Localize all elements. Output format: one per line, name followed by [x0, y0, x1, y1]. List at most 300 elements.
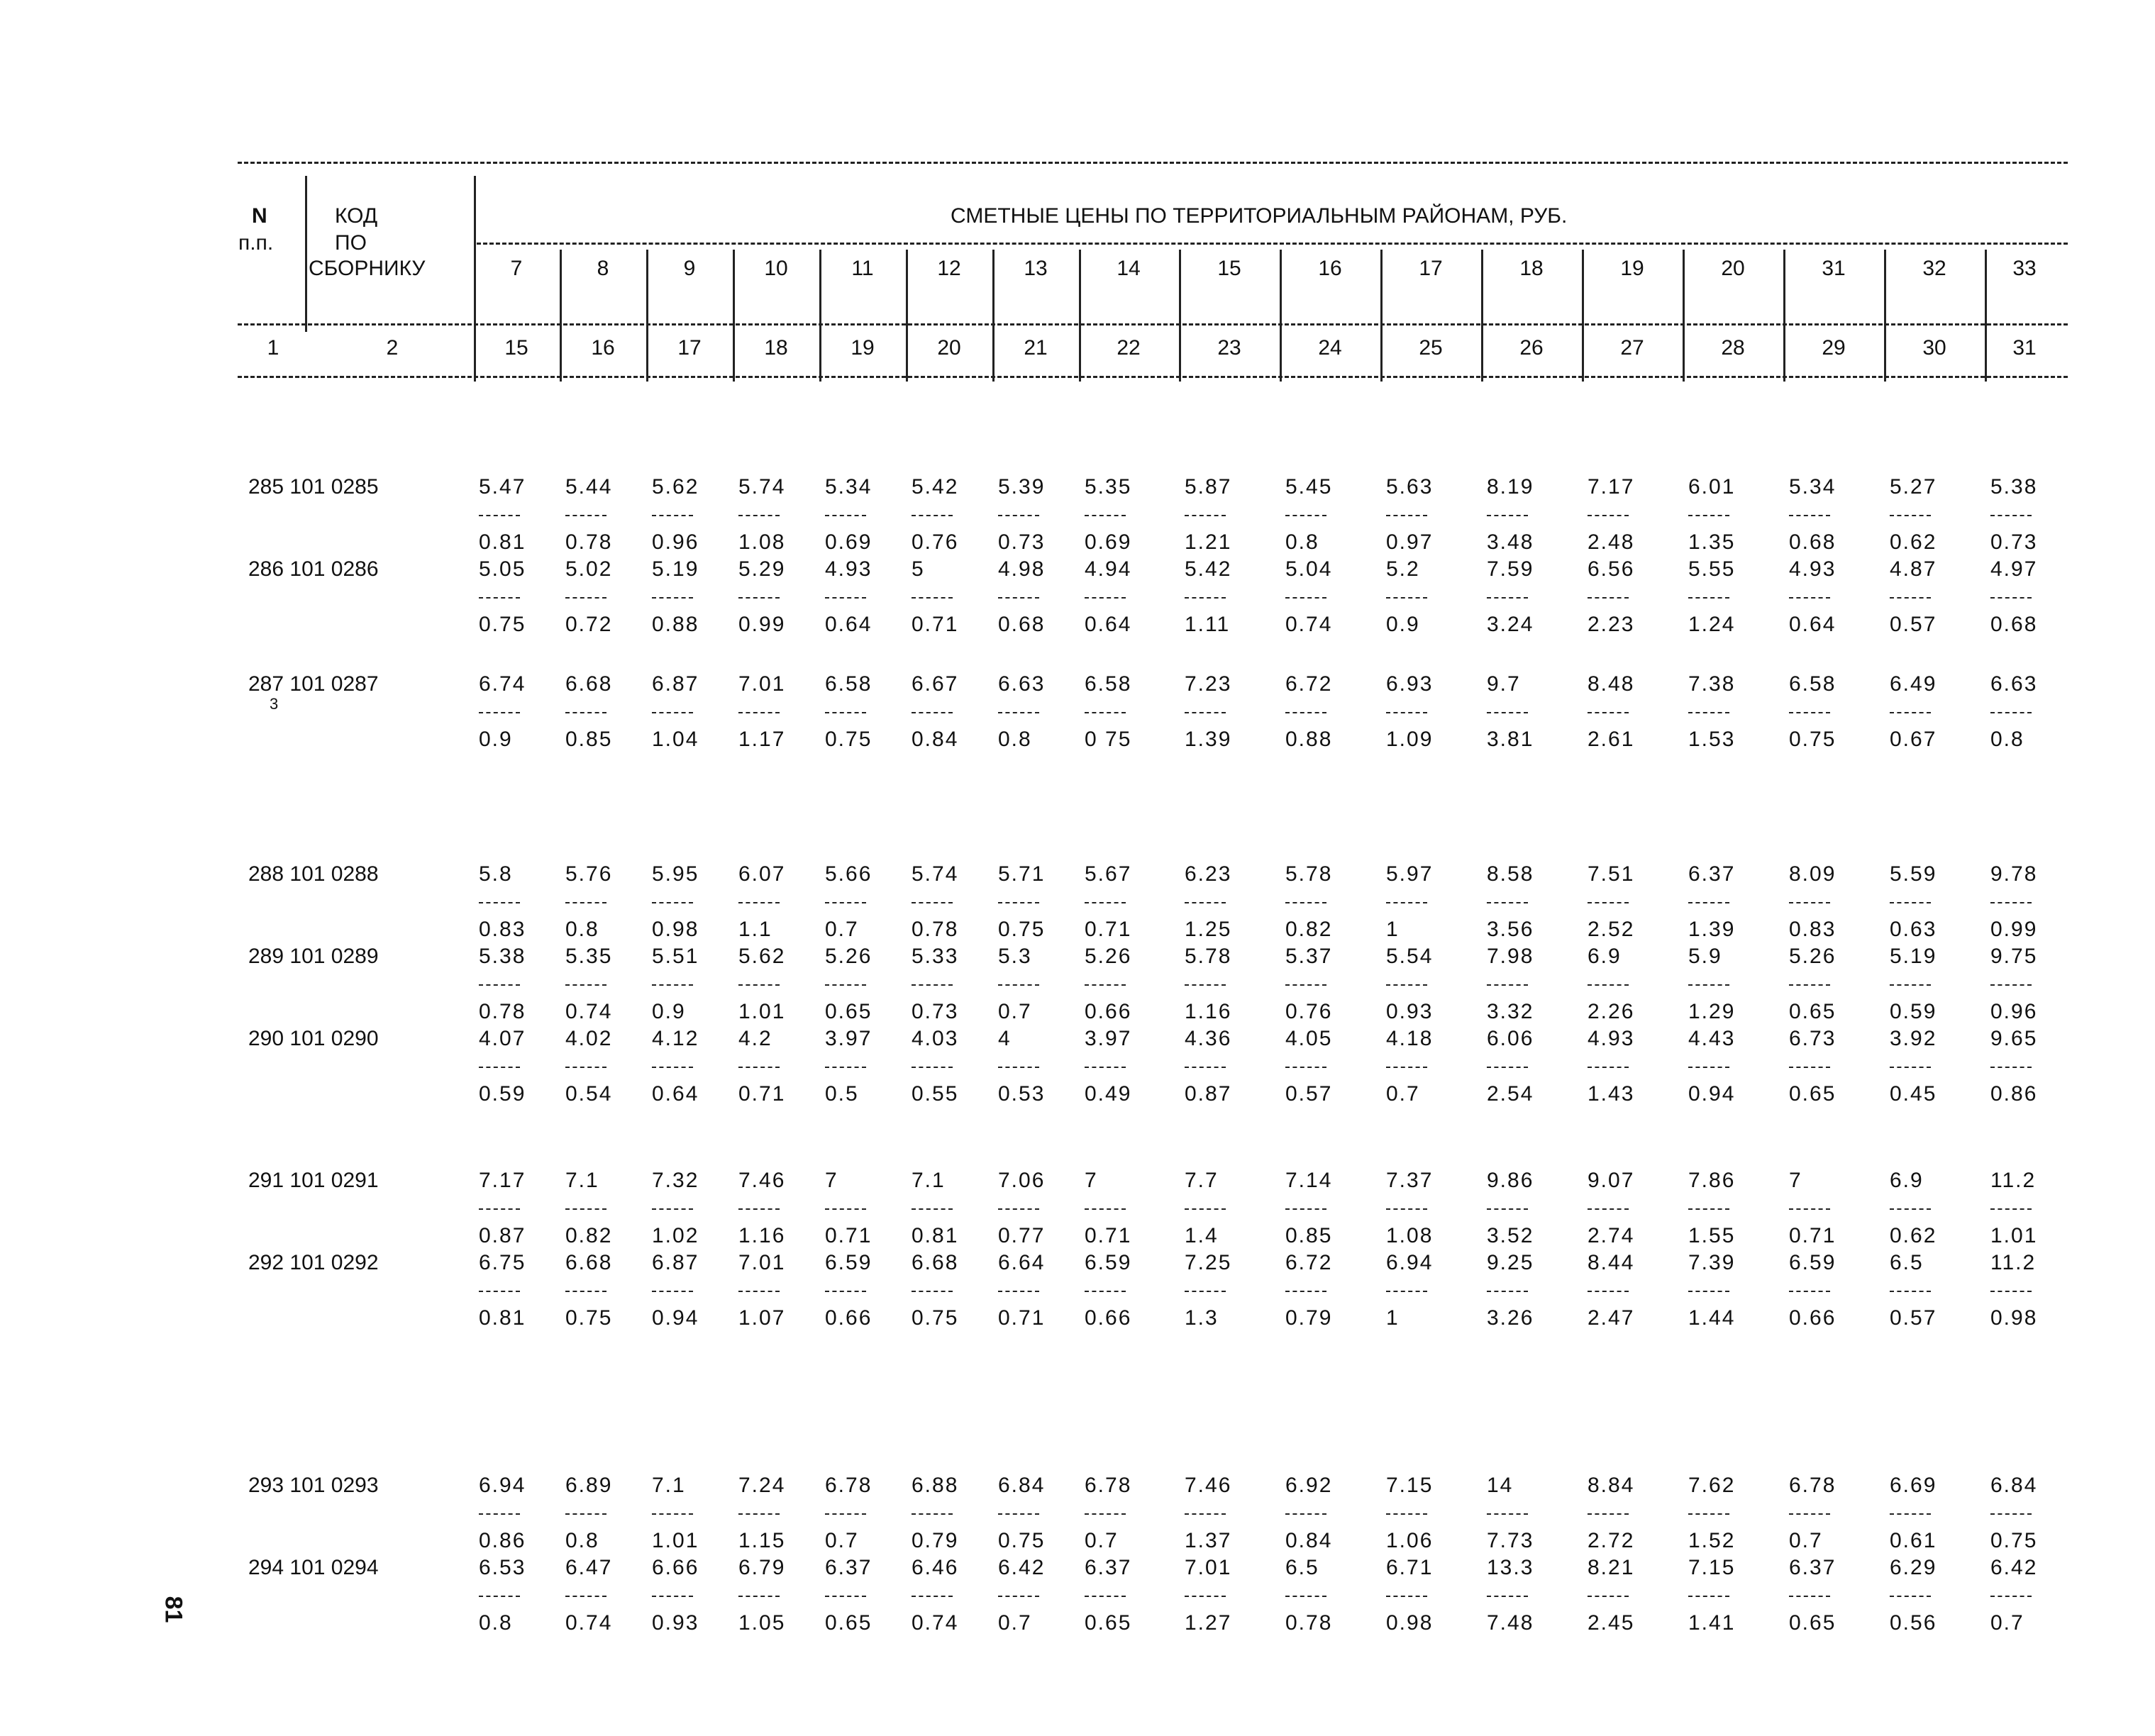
fraction-dash: [1890, 712, 1931, 713]
fraction-dash: [1688, 1291, 1729, 1292]
price-component: 0.74: [1285, 613, 1333, 636]
price-total: 6.59: [1085, 1251, 1132, 1274]
price-total: 7.98: [1487, 945, 1534, 968]
fraction-dash: [1386, 1208, 1427, 1210]
district-divider: [1582, 250, 1584, 382]
fraction-dash: [912, 984, 953, 986]
price-total: 7.1: [565, 1169, 599, 1192]
fraction-dash: [1990, 597, 2032, 599]
fraction-dash: [1386, 984, 1427, 986]
district-divider: [560, 250, 562, 382]
district-header-17: 17: [1419, 257, 1443, 280]
fraction-dash: [1990, 1208, 2032, 1210]
row-code: 285 101 0285: [248, 475, 379, 499]
price-component: 0.93: [652, 1611, 699, 1635]
fraction-dash: [652, 1596, 693, 1597]
price-component: 0.76: [1285, 1000, 1333, 1023]
fraction-dash: [565, 1513, 606, 1515]
fraction-dash: [825, 712, 866, 713]
price-component: 0.67: [1890, 728, 1937, 751]
price-total: 5.8: [479, 862, 513, 886]
price-total: 6.64: [998, 1251, 1046, 1274]
price-component: 0.5: [825, 1082, 859, 1106]
price-total: 5.74: [738, 475, 786, 499]
price-component: 1.01: [652, 1529, 699, 1552]
price-component: 1.43: [1588, 1082, 1635, 1106]
fraction-dash: [1890, 515, 1931, 516]
price-component: 0.8: [1990, 728, 2024, 751]
fraction-dash: [1487, 515, 1528, 516]
price-total: 7.1: [652, 1474, 686, 1497]
fraction-dash: [1688, 597, 1729, 599]
fraction-dash: [738, 1513, 780, 1515]
price-total: 4.94: [1085, 557, 1132, 581]
price-component: 0.73: [998, 530, 1046, 554]
price-component: 7.48: [1487, 1611, 1534, 1635]
fraction-dash: [1588, 712, 1629, 713]
price-component: 0.87: [1185, 1082, 1232, 1106]
price-component: 0.65: [1789, 1082, 1837, 1106]
price-total: 5.67: [1085, 862, 1132, 886]
district-header-9: 9: [683, 257, 696, 280]
fraction-dash: [738, 902, 780, 903]
fraction-dash: [998, 1208, 1039, 1210]
price-total: 6.87: [652, 672, 699, 696]
price-total: 7.15: [1386, 1474, 1434, 1497]
price-component: 0.61: [1890, 1529, 1937, 1552]
price-total: 6.93: [1386, 672, 1434, 696]
row-code: 290 101 0290: [248, 1027, 379, 1050]
district-divider: [819, 250, 821, 382]
fraction-dash: [1990, 712, 2032, 713]
fraction-dash: [1285, 1208, 1326, 1210]
column-number-22: 22: [1117, 336, 1141, 360]
price-total: 5.26: [1789, 945, 1837, 968]
price-component: 0.71: [1085, 1224, 1132, 1247]
fraction-dash: [1487, 1596, 1528, 1597]
fraction-dash: [652, 902, 693, 903]
price-total: 5.55: [1688, 557, 1736, 581]
price-component: 0.65: [825, 1000, 872, 1023]
price-total: 7.17: [1588, 475, 1635, 499]
fraction-dash: [1386, 1067, 1427, 1068]
price-total: 6.58: [1789, 672, 1837, 696]
price-component: 0.66: [1085, 1000, 1132, 1023]
price-total: 6.07: [738, 862, 786, 886]
price-component: 0.65: [1789, 1000, 1837, 1023]
price-total: 7.01: [1185, 1556, 1232, 1579]
price-component: 0.7: [1386, 1082, 1420, 1106]
fraction-dash: [998, 515, 1039, 516]
fraction-dash: [1085, 902, 1126, 903]
price-total: 6.5: [1890, 1251, 1924, 1274]
price-total: 7.37: [1386, 1169, 1434, 1192]
price-component: 1.09: [1386, 728, 1434, 751]
price-total: 6.74: [479, 672, 526, 696]
price-component: 0.7: [825, 1529, 859, 1552]
price-component: 1.05: [738, 1611, 786, 1635]
row-code: 288 101 0288: [248, 862, 379, 886]
fraction-dash: [1688, 1208, 1729, 1210]
header-col1-label-b: п.п.: [238, 231, 274, 255]
price-total: 6.37: [1789, 1556, 1837, 1579]
fraction-dash: [1588, 1208, 1629, 1210]
district-header-14: 14: [1117, 257, 1141, 280]
price-component: 1.29: [1688, 1000, 1736, 1023]
price-total: 7.51: [1588, 862, 1635, 886]
price-component: 1.16: [738, 1224, 786, 1247]
price-total: 5.26: [825, 945, 872, 968]
price-component: 0.62: [1890, 1224, 1937, 1247]
fraction-dash: [1789, 712, 1830, 713]
price-component: 0.71: [912, 613, 959, 636]
header-bottom-rule: [238, 376, 2068, 378]
price-total: 8.21: [1588, 1556, 1635, 1579]
price-component: 0.73: [912, 1000, 959, 1023]
price-component: 0.86: [1990, 1082, 2038, 1106]
price-component: 7.73: [1487, 1529, 1534, 1552]
district-divider: [1380, 250, 1383, 382]
price-total: 8.09: [1789, 862, 1837, 886]
fraction-dash: [652, 1067, 693, 1068]
price-total: 5.35: [1085, 475, 1132, 499]
district-header-13: 13: [1024, 257, 1048, 280]
fraction-dash: [1285, 597, 1326, 599]
column-number-24: 24: [1318, 336, 1342, 360]
fraction-dash: [1688, 902, 1729, 903]
district-divider: [1179, 250, 1181, 382]
price-total: 4.12: [652, 1027, 699, 1050]
price-total: 6.79: [738, 1556, 786, 1579]
price-total: 9.65: [1990, 1027, 2038, 1050]
district-divider: [1683, 250, 1685, 382]
price-total: 5.05: [479, 557, 526, 581]
price-component: 0.77: [998, 1224, 1046, 1247]
price-total: 7: [825, 1169, 838, 1192]
fraction-dash: [1789, 984, 1830, 986]
fraction-dash: [1588, 1596, 1629, 1597]
fraction-dash: [825, 597, 866, 599]
district-divider: [906, 250, 908, 382]
price-component: 0.98: [1990, 1306, 2038, 1330]
price-component: 1.3: [1185, 1306, 1219, 1330]
price-component: 1.08: [1386, 1224, 1434, 1247]
price-component: 3.32: [1487, 1000, 1534, 1023]
price-component: 2.54: [1487, 1082, 1534, 1106]
price-total: 5.42: [1185, 557, 1232, 581]
fraction-dash: [1185, 1596, 1226, 1597]
price-component: 0.53: [998, 1082, 1046, 1106]
price-component: 0.57: [1285, 1082, 1333, 1106]
price-component: 1.25: [1185, 918, 1232, 941]
fraction-dash: [1990, 1067, 2032, 1068]
price-total: 8.44: [1588, 1251, 1635, 1274]
price-total: 7.7: [1185, 1169, 1219, 1192]
price-component: 1.06: [1386, 1529, 1434, 1552]
price-total: 8.84: [1588, 1474, 1635, 1497]
price-component: 0.75: [825, 728, 872, 751]
price-total: 5.71: [998, 862, 1046, 886]
price-component: 0.85: [565, 728, 613, 751]
handwritten-mark: 3: [270, 695, 279, 713]
price-component: 0.57: [1890, 613, 1937, 636]
price-component: 1.24: [1688, 613, 1736, 636]
fraction-dash: [825, 1067, 866, 1068]
fraction-dash: [479, 984, 520, 986]
price-total: 6.5: [1285, 1556, 1319, 1579]
column-number-30: 30: [1922, 336, 1946, 360]
fraction-dash: [1386, 1513, 1427, 1515]
price-component: 0.64: [1085, 613, 1132, 636]
fraction-dash: [1386, 515, 1427, 516]
price-total: 6.72: [1285, 672, 1333, 696]
price-component: 2.26: [1588, 1000, 1635, 1023]
column-number-31: 31: [2012, 336, 2037, 360]
fraction-dash: [1085, 1208, 1126, 1210]
price-total: 5.42: [912, 475, 959, 499]
price-total: 6.78: [825, 1474, 872, 1497]
price-component: 0.54: [565, 1082, 613, 1106]
fraction-dash: [998, 1596, 1039, 1597]
fraction-dash: [479, 902, 520, 903]
price-component: 0.7: [998, 1611, 1032, 1635]
price-total: 7.01: [738, 672, 786, 696]
price-total: 14: [1487, 1474, 1514, 1497]
fraction-dash: [912, 515, 953, 516]
column-number-25: 25: [1419, 336, 1443, 360]
price-total: 5.44: [565, 475, 613, 499]
fraction-dash: [1185, 1513, 1226, 1515]
price-total: 3.92: [1890, 1027, 1937, 1050]
district-divider: [1985, 250, 1987, 382]
price-component: 1: [1386, 918, 1400, 941]
price-component: 0.73: [1990, 530, 2038, 554]
price-component: 0.75: [998, 1529, 1046, 1552]
column-number-27: 27: [1620, 336, 1644, 360]
price-total: 6.78: [1789, 1474, 1837, 1497]
price-component: 0.79: [1285, 1306, 1333, 1330]
fraction-dash: [1085, 597, 1126, 599]
price-total: 5.19: [652, 557, 699, 581]
header-col2-label-a: КОД: [335, 204, 378, 228]
fraction-dash: [1789, 1291, 1830, 1292]
district-divider: [1280, 250, 1282, 382]
fraction-dash: [479, 1291, 520, 1292]
fraction-dash: [1185, 984, 1226, 986]
fraction-dash: [1688, 984, 1729, 986]
price-total: 7.32: [652, 1169, 699, 1192]
price-component: 0.69: [1085, 530, 1132, 554]
fraction-dash: [1487, 902, 1528, 903]
header-divider-1: [305, 176, 307, 332]
price-component: 0.99: [738, 613, 786, 636]
fraction-dash: [1386, 597, 1427, 599]
fraction-dash: [738, 515, 780, 516]
fraction-dash: [1588, 984, 1629, 986]
price-total: 6.59: [825, 1251, 872, 1274]
price-total: 7.01: [738, 1251, 786, 1274]
fraction-dash: [998, 1291, 1039, 1292]
price-component: 0.84: [912, 728, 959, 751]
price-total: 4.36: [1185, 1027, 1232, 1050]
fraction-dash: [912, 1291, 953, 1292]
price-component: 0 75: [1085, 728, 1132, 751]
price-total: 4.18: [1386, 1027, 1434, 1050]
price-component: 1.16: [1185, 1000, 1232, 1023]
fraction-dash: [565, 1291, 606, 1292]
price-total: 4: [998, 1027, 1012, 1050]
price-total: 11.2: [1990, 1251, 2037, 1274]
price-component: 0.82: [1285, 918, 1333, 941]
price-total: 7.86: [1688, 1169, 1736, 1192]
price-total: 6.87: [652, 1251, 699, 1274]
fraction-dash: [1185, 902, 1226, 903]
header-mid-rule: [238, 323, 2068, 326]
fraction-dash: [912, 1513, 953, 1515]
district-header-32: 32: [1922, 257, 1946, 280]
price-total: 6.68: [565, 672, 613, 696]
fraction-dash: [652, 1513, 693, 1515]
price-total: 6.42: [1990, 1556, 2038, 1579]
price-component: 0.82: [565, 1224, 613, 1247]
price-component: 2.74: [1588, 1224, 1635, 1247]
price-total: 8.19: [1487, 475, 1534, 499]
price-total: 4.93: [1588, 1027, 1635, 1050]
price-component: 0.96: [1990, 1000, 2038, 1023]
price-component: 1.55: [1688, 1224, 1736, 1247]
price-component: 0.75: [479, 613, 526, 636]
price-component: 3.56: [1487, 918, 1534, 941]
price-total: 5.78: [1185, 945, 1232, 968]
fraction-dash: [912, 1208, 953, 1210]
price-component: 0.71: [1085, 918, 1132, 941]
fraction-dash: [998, 984, 1039, 986]
price-total: 6.67: [912, 672, 959, 696]
fraction-dash: [1285, 1596, 1326, 1597]
price-total: 6.68: [912, 1251, 959, 1274]
header-group-title: СМЕТНЫЕ ЦЕНЫ ПО ТЕРРИТОРИАЛЬНЫМ РАЙОНАМ, РУБ.: [951, 204, 1568, 228]
fraction-dash: [1487, 1067, 1528, 1068]
price-total: 7.25: [1185, 1251, 1232, 1274]
price-component: 0.65: [825, 1611, 872, 1635]
column-number-16: 16: [591, 336, 615, 360]
price-total: 9.25: [1487, 1251, 1534, 1274]
price-component: 0.74: [565, 1611, 613, 1635]
price-component: 0.65: [1789, 1611, 1837, 1635]
price-component: 0.71: [738, 1082, 786, 1106]
price-total: 4.07: [479, 1027, 526, 1050]
price-total: 6.47: [565, 1556, 613, 1579]
price-total: 6.29: [1890, 1556, 1937, 1579]
price-component: 1.52: [1688, 1529, 1736, 1552]
fraction-dash: [1588, 1291, 1629, 1292]
price-component: 0.81: [912, 1224, 959, 1247]
fraction-dash: [565, 902, 606, 903]
price-total: 5.38: [1990, 475, 2038, 499]
district-divider: [992, 250, 995, 382]
price-component: 0.99: [1990, 918, 2038, 941]
fraction-dash: [1688, 1596, 1729, 1597]
price-component: 1.39: [1688, 918, 1736, 941]
fraction-dash: [1085, 1067, 1126, 1068]
price-total: 5.87: [1185, 475, 1232, 499]
price-component: 1.44: [1688, 1306, 1736, 1330]
fraction-dash: [825, 1208, 866, 1210]
price-total: 5.37: [1285, 945, 1333, 968]
price-component: 0.7: [825, 918, 859, 941]
fraction-dash: [1487, 1513, 1528, 1515]
price-component: 0.75: [1789, 728, 1837, 751]
price-total: 7.59: [1487, 557, 1534, 581]
fraction-dash: [1789, 597, 1830, 599]
price-component: 0.8: [479, 1611, 513, 1635]
fraction-dash: [1588, 1067, 1629, 1068]
district-divider: [1783, 250, 1785, 382]
price-component: 0.78: [912, 918, 959, 941]
price-total: 5.33: [912, 945, 959, 968]
price-total: 4.93: [1789, 557, 1837, 581]
price-total: 6.94: [479, 1474, 526, 1497]
price-component: 0.83: [479, 918, 526, 941]
price-component: 0.8: [1285, 530, 1319, 554]
price-component: 0.63: [1890, 918, 1937, 941]
district-header-16: 16: [1318, 257, 1342, 280]
fraction-dash: [998, 902, 1039, 903]
header-col1-label-a: N: [252, 204, 267, 228]
fraction-dash: [1185, 712, 1226, 713]
price-total: 6.78: [1085, 1474, 1132, 1497]
price-component: 1.11: [1185, 613, 1231, 636]
price-total: 4.2: [738, 1027, 772, 1050]
price-component: 0.59: [1890, 1000, 1937, 1023]
price-total: 6.71: [1386, 1556, 1434, 1579]
price-total: 4.98: [998, 557, 1046, 581]
price-total: 11.2: [1990, 1169, 2037, 1192]
price-total: 9.86: [1487, 1169, 1534, 1192]
price-component: 1.04: [652, 728, 699, 751]
price-component: 1.08: [738, 530, 786, 554]
fraction-dash: [1890, 984, 1931, 986]
district-header-12: 12: [937, 257, 961, 280]
fraction-dash: [1890, 1291, 1931, 1292]
fraction-dash: [738, 1291, 780, 1292]
price-component: 0.55: [912, 1082, 959, 1106]
row-code: 286 101 0286: [248, 557, 379, 581]
column-number-29: 29: [1822, 336, 1846, 360]
price-total: 4.97: [1990, 557, 2038, 581]
price-total: 7.15: [1688, 1556, 1736, 1579]
fraction-dash: [1789, 1208, 1830, 1210]
row-code: 289 101 0289: [248, 945, 379, 968]
fraction-dash: [1688, 515, 1729, 516]
price-component: 2.45: [1588, 1611, 1635, 1635]
price-component: 1.02: [652, 1224, 699, 1247]
fraction-dash: [825, 1596, 866, 1597]
price-total: 5.97: [1386, 862, 1434, 886]
fraction-dash: [912, 1067, 953, 1068]
price-total: 13.3: [1487, 1556, 1534, 1579]
fraction-dash: [1789, 902, 1830, 903]
price-component: 0.7: [998, 1000, 1032, 1023]
fraction-dash: [1285, 712, 1326, 713]
fraction-dash: [1688, 1067, 1729, 1068]
price-total: 5.9: [1688, 945, 1722, 968]
price-component: 0.7: [1789, 1529, 1823, 1552]
fraction-dash: [1386, 1291, 1427, 1292]
fraction-dash: [1688, 1513, 1729, 1515]
price-total: 6.9: [1588, 945, 1622, 968]
column-number-28: 28: [1721, 336, 1745, 360]
